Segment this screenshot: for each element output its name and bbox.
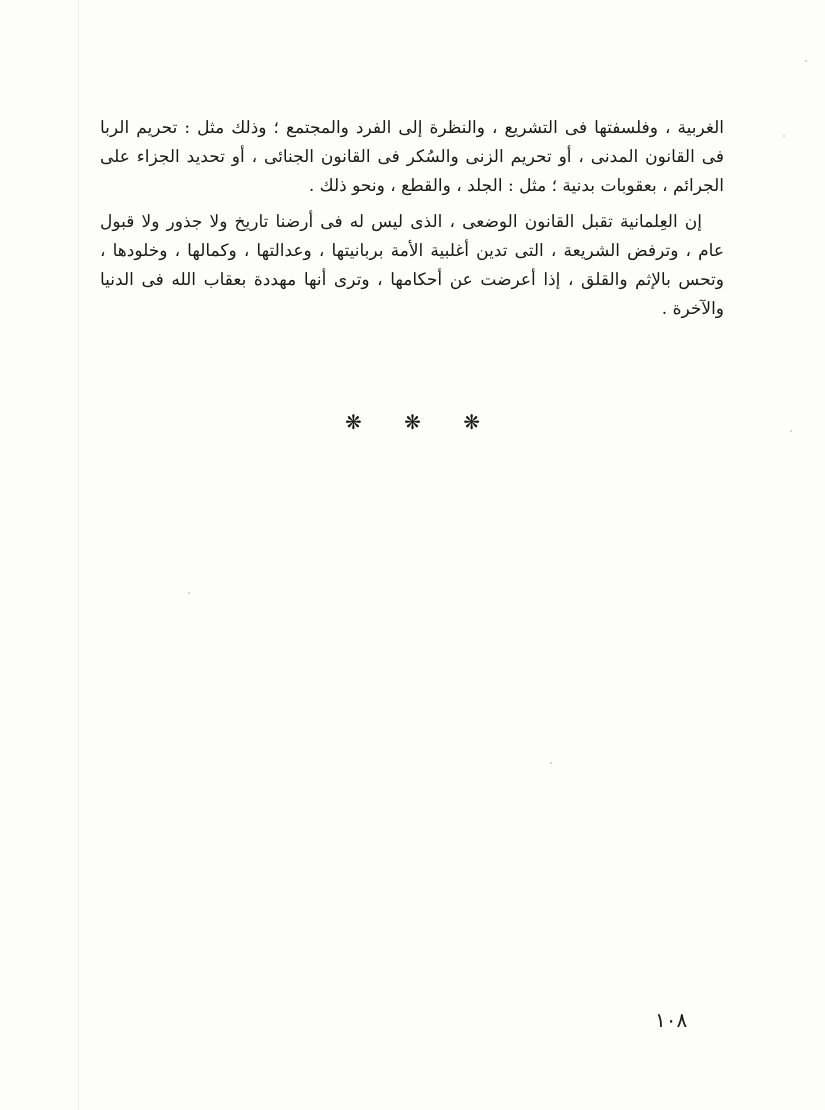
body-text <box>100 114 724 324</box>
scan-edge <box>78 0 79 1110</box>
paragraph-1: الغربية ، وفلسفتها فى التشريع ، والنظرة إلى الفرد والمجتمع ؛ وذلك مثل : تحريم الربا فى القانون المدنى ، أو تحريم الزنى والسُكر فى القانون الجنائى ، أو تحديد الجزاء على الجرائم ، بعقوبات بدنية ؛ مثل : الجلد ، والقطع ، ونحو ذلك . <box>100 118 724 196</box>
scan-speck <box>805 60 807 62</box>
scan-speck <box>790 430 792 432</box>
page-number: ١٠٨ <box>655 1008 688 1032</box>
section-separator <box>0 410 825 434</box>
asterism-mark: ❋ <box>463 410 480 434</box>
scan-speck <box>783 135 785 137</box>
asterism-mark: ❋ <box>404 410 421 434</box>
asterism-mark: ❋ <box>344 410 362 434</box>
scan-speck <box>188 592 190 594</box>
paragraph-2: إن العِلمانية تقبل القانون الوضعى ، الذى ليس له فى أرضنا تاريخ ولا جذور ولا قبول عام ، وترفض الشريعة ، التى تدين أغلبية الأمة بربانيتها ، وعدالتها ، وكمالها ، وخلودها ، وتحس بالإثم والقلق ، إذا أعرضت عن أحكامها ، وترى أنها مهددة بعقاب الله فى الدنيا والآخرة . <box>100 212 724 319</box>
scan-speck <box>550 762 552 764</box>
